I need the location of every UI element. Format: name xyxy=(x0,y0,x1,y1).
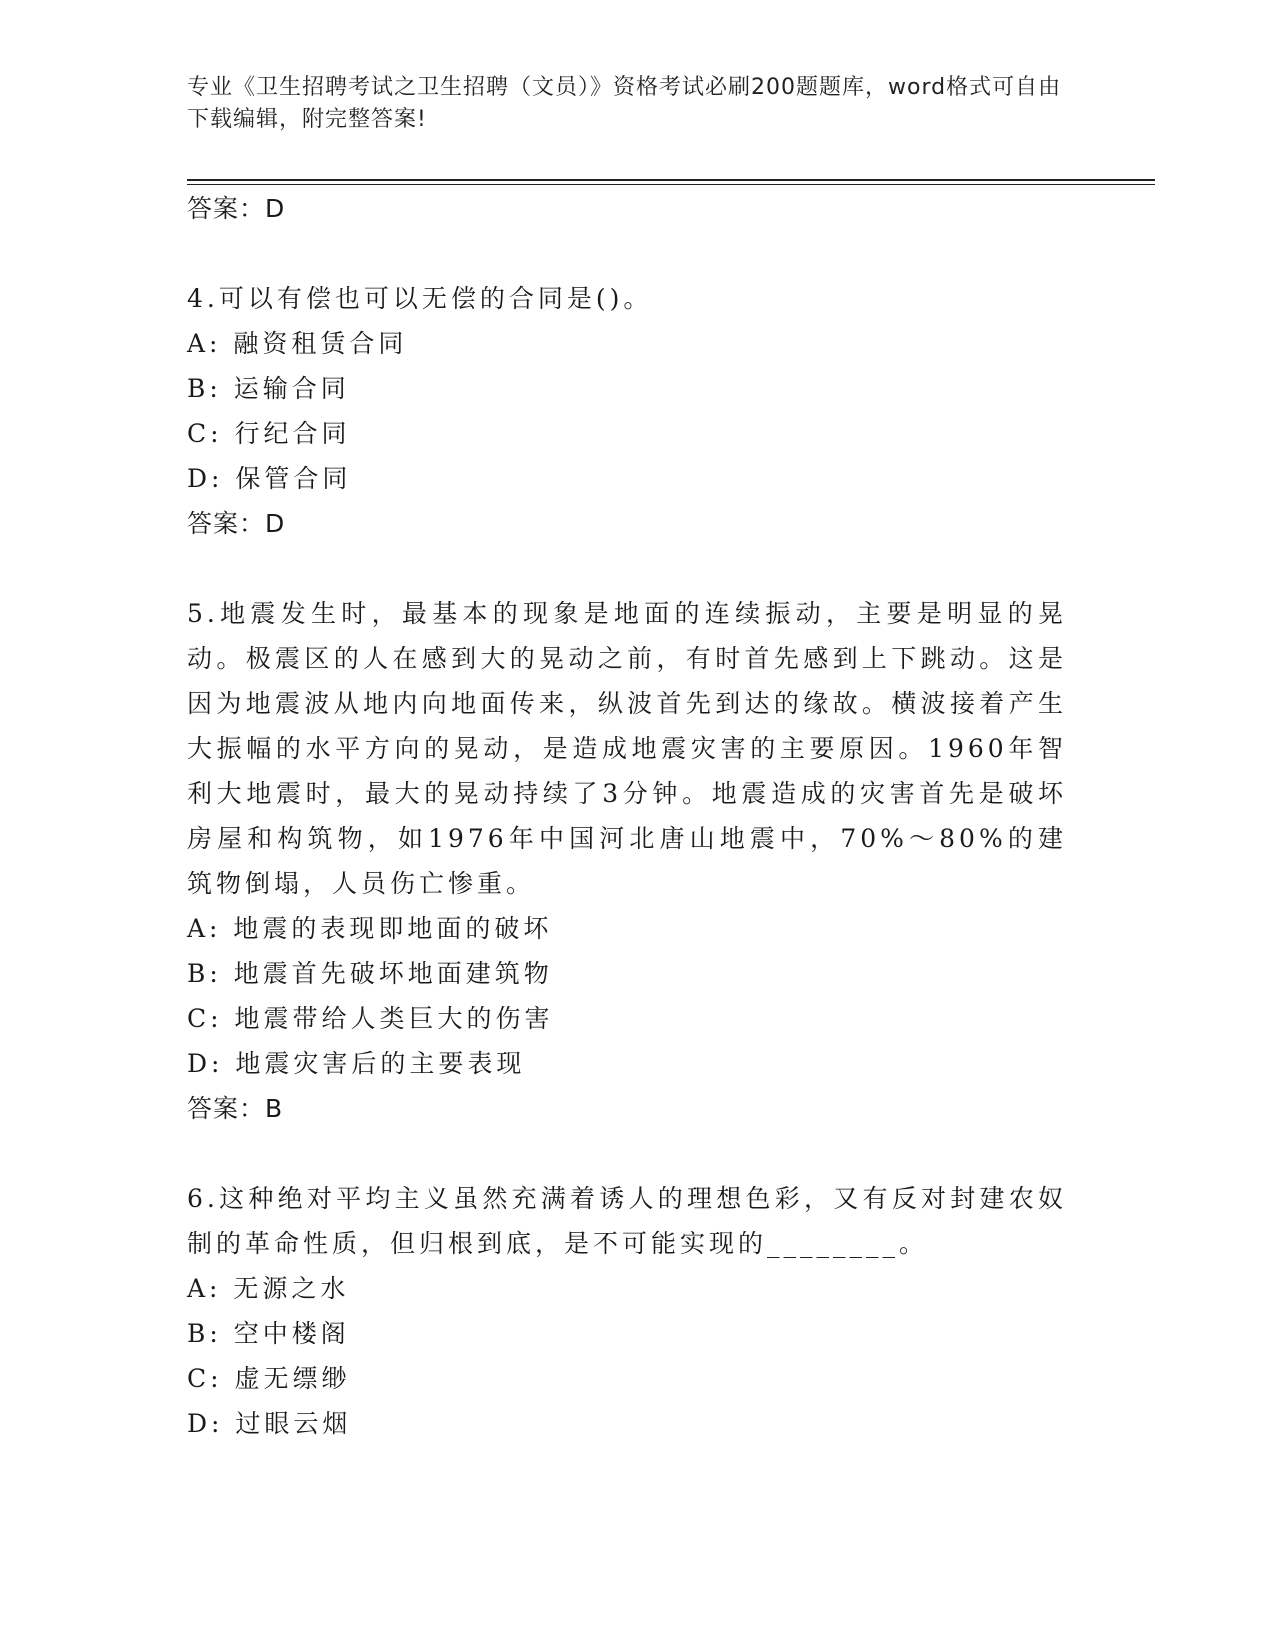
document-header: 专业《卫生招聘考试之卫生招聘（文员）》资格考试必刷200题题库，word格式可自由下载编辑，附完整答案! xyxy=(187,75,1062,132)
option-b: B: 运输合同 xyxy=(187,374,350,403)
answer-line: 答案：D xyxy=(187,509,286,538)
question-text: 4.可以有偿也可以无偿的合同是()。 xyxy=(187,284,653,313)
option-d: D: 地震灾害后的主要表现 xyxy=(187,1049,526,1078)
header-divider xyxy=(187,179,1155,181)
option-c: C: 地震带给人类巨大的伤害 xyxy=(187,1004,554,1033)
option-a: A: 无源之水 xyxy=(187,1274,350,1303)
option-d: D: 过眼云烟 xyxy=(187,1409,352,1438)
option-b: B: 空中楼阁 xyxy=(187,1319,350,1348)
question-text: 5.地震发生时，最基本的现象是地面的连续振动，主要是明显的晃动。极震区的人在感到大的晃动之前，有时首先感到上下跳动。这是因为地震波从地内向地面传来，纵波首先到达的缘故。横波接着产生大振幅的水平方向的晃动，是造成地震灾害的主要原因。1960年智利大地震时，最大的晃动持续了3分钟。地震造成的灾害首先是破坏房屋和构筑物，如1976年中国河北唐山地震中，70%～80%的建筑物倒塌，人员伤亡惨重。 xyxy=(187,599,1067,898)
header-divider-thin xyxy=(187,184,1155,185)
option-c: C: 行纪合同 xyxy=(187,419,351,448)
answer-line: 答案：D xyxy=(187,194,286,223)
option-d: D: 保管合同 xyxy=(187,464,352,493)
option-a: A: 地震的表现即地面的破坏 xyxy=(187,914,553,943)
question-list xyxy=(187,186,1067,1446)
option-c: C: 虚无缥缈 xyxy=(187,1364,351,1393)
question-text: 6.这种绝对平均主义虽然充满着诱人的理想色彩，又有反对封建农奴制的革命性质，但归根到底，是不可能实现的________。 xyxy=(187,1184,1067,1258)
option-b: B: 地震首先破坏地面建筑物 xyxy=(187,959,553,988)
answer-line: 答案：B xyxy=(187,1094,284,1123)
option-a: A: 融资租赁合同 xyxy=(187,329,408,358)
